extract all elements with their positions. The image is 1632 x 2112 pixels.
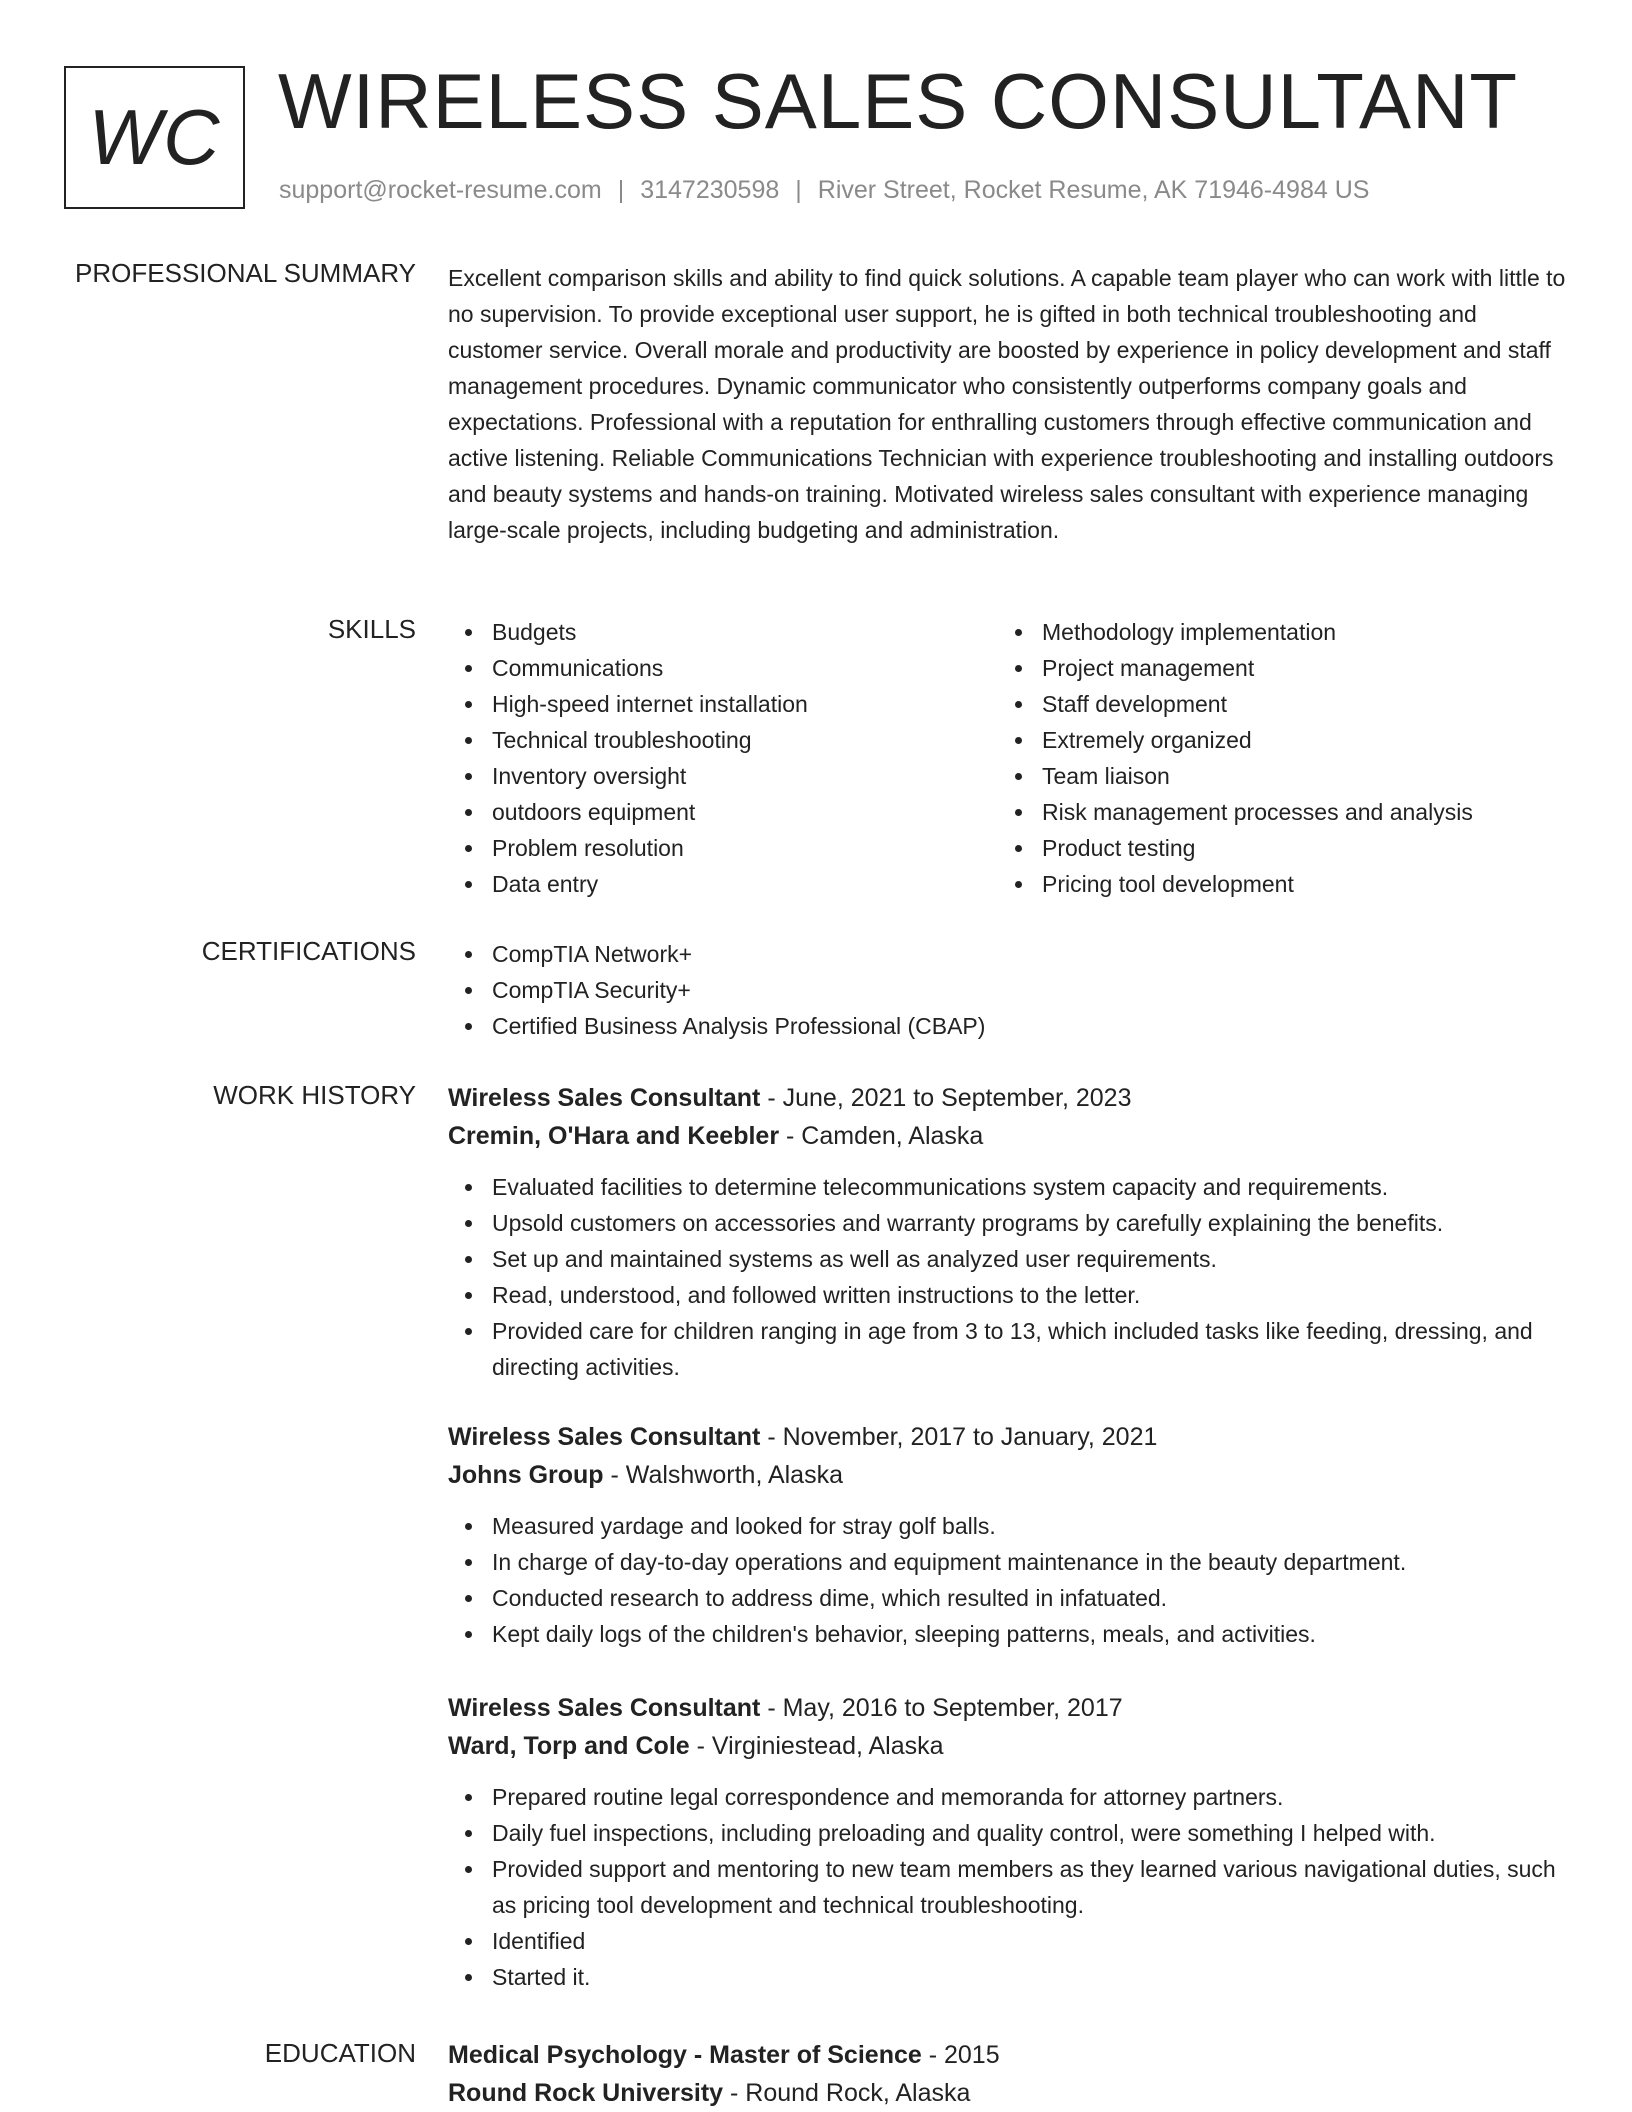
- job-company: Johns Group: [448, 1461, 604, 1489]
- list-item: Certified Business Analysis Professional (CBAP): [448, 1008, 1568, 1044]
- job-title-line: [448, 1079, 1568, 1117]
- list-item: Upsold customers on accessories and warranty programs by carefully explaining the benefits.: [448, 1205, 1568, 1241]
- list-item: Read, understood, and followed written instructions to the letter.: [448, 1277, 1568, 1313]
- list-item: Prepared routine legal correspondence and memoranda for attorney partners.: [448, 1779, 1568, 1815]
- job-company: Cremin, O'Hara and Keebler: [448, 1122, 780, 1150]
- list-item: Provided care for children ranging in age from 3 to 13, which included tasks like feeding, dressing, and directing activities.: [448, 1313, 1568, 1385]
- contact-line: [279, 176, 1369, 205]
- list-item: Staff development: [998, 686, 1548, 722]
- list-item: High-speed internet installation: [448, 686, 998, 722]
- job-company-line: [448, 1456, 1568, 1494]
- job-bullets: [448, 1779, 1568, 1995]
- section-label-work-history: WORK HISTORY: [213, 1080, 416, 1110]
- list-item: Evaluated facilities to determine telecommunications system capacity and requirements.: [448, 1169, 1568, 1205]
- job-location: - Camden, Alaska: [779, 1122, 984, 1150]
- list-item: outdoors equipment: [448, 794, 998, 830]
- section-label-skills: SKILLS: [327, 614, 416, 644]
- job-title-line: [448, 1689, 1568, 1727]
- job-location: - Walshworth, Alaska: [603, 1461, 843, 1489]
- list-item: Data entry: [448, 866, 998, 902]
- list-item: Conducted research to address dime, which resulted in infatuated.: [448, 1580, 1568, 1616]
- list-item: Set up and maintained systems as well as analyzed user requirements.: [448, 1241, 1568, 1277]
- list-item: Pricing tool development: [998, 866, 1548, 902]
- list-item: Measured yardage and looked for stray golf balls.: [448, 1508, 1568, 1544]
- page-title: WIRELESS SALES CONSULTANT: [278, 57, 1519, 145]
- skills-list-left: [448, 614, 998, 902]
- degree: Medical Psychology - Master of Science: [448, 2041, 922, 2069]
- list-item: In charge of day-to-day operations and equipment maintenance in the beauty department.: [448, 1544, 1568, 1580]
- email[interactable]: support@rocket-resume.com: [279, 176, 602, 204]
- degree-line: [448, 2036, 1568, 2074]
- section-label-certifications: CERTIFICATIONS: [201, 936, 416, 966]
- job-dates: - June, 2021 to September, 2023: [760, 1084, 1132, 1112]
- job-dates: - November, 2017 to January, 2021: [760, 1423, 1158, 1451]
- job-title-line: [448, 1418, 1568, 1456]
- list-item: Team liaison: [998, 758, 1548, 794]
- school-location: - Round Rock, Alaska: [723, 2079, 971, 2107]
- list-item: Communications: [448, 650, 998, 686]
- job-bullets: [448, 1508, 1568, 1652]
- graduation-year: - 2015: [921, 2041, 1000, 2069]
- phone: 3147230598: [640, 176, 780, 204]
- list-item: Technical troubleshooting: [448, 722, 998, 758]
- list-item: Project management: [998, 650, 1548, 686]
- job-company-line: [448, 1117, 1568, 1155]
- skills-list-right: [998, 614, 1548, 902]
- list-item: Methodology implementation: [998, 614, 1548, 650]
- job-company-line: [448, 1727, 1568, 1765]
- school-line: [448, 2074, 1568, 2112]
- list-item: CompTIA Security+: [448, 972, 1568, 1008]
- job-company: Ward, Torp and Cole: [448, 1732, 690, 1760]
- list-item: Risk management processes and analysis: [998, 794, 1548, 830]
- list-item: Inventory oversight: [448, 758, 998, 794]
- separator: |: [795, 176, 802, 204]
- list-item: Problem resolution: [448, 830, 998, 866]
- school: Round Rock University: [448, 2079, 724, 2107]
- job-title: Wireless Sales Consultant: [448, 1423, 761, 1451]
- list-item: Started it.: [448, 1959, 1568, 1995]
- list-item: Product testing: [998, 830, 1548, 866]
- list-item: Kept daily logs of the children's behavior, sleeping patterns, meals, and activities.: [448, 1616, 1568, 1652]
- separator: |: [617, 176, 625, 204]
- section-label-summary: PROFESSIONAL SUMMARY: [75, 258, 416, 288]
- list-item: CompTIA Network+: [448, 936, 1568, 972]
- certifications-list: [448, 936, 1568, 1044]
- list-item: Identified: [448, 1923, 1568, 1959]
- list-item: Daily fuel inspections, including preloading and quality control, were something I helped with.: [448, 1815, 1568, 1851]
- job-dates: - May, 2016 to September, 2017: [760, 1694, 1123, 1722]
- monogram: WC: [64, 66, 245, 209]
- job-title: Wireless Sales Consultant: [448, 1084, 761, 1112]
- job-location: - Virginiestead, Alaska: [689, 1732, 944, 1760]
- list-item: Budgets: [448, 614, 998, 650]
- job-bullets: [448, 1169, 1568, 1385]
- list-item: Provided support and mentoring to new team members as they learned various navigational duties, such as pricing tool development and technical troubleshooting.: [448, 1851, 1568, 1923]
- list-item: Extremely organized: [998, 722, 1548, 758]
- address: River Street, Rocket Resume, AK 71946-4984 US: [817, 176, 1370, 204]
- summary-text: Excellent comparison skills and ability to find quick solutions. A capable team player who can work with little to no supervision. To provide exceptional user support, he is gifted in both technical troubleshooting and customer service. Overall morale and productivity are boosted by experience in policy development and staff management procedures. Dynamic communicator who consistently outperforms company goals and expectations. Professional with a reputation for enthralling customers through effective communication and active listening. Reliable Communications Technician with experience troubleshooting and installing outdoors and beauty systems and hands-on training. Motivated wireless sales consultant with experience managing large-scale projects, including budgeting and administration.: [448, 265, 1566, 543]
- section-label-education: EDUCATION: [264, 2038, 416, 2068]
- job-title: Wireless Sales Consultant: [448, 1694, 761, 1722]
